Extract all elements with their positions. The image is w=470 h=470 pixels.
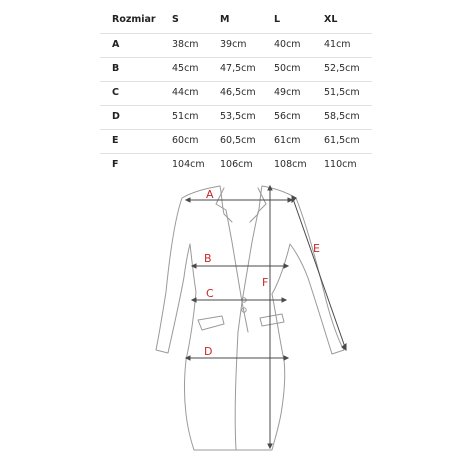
cell-m: 106cm [220, 159, 253, 170]
cell-xl: 110cm [324, 159, 357, 170]
row-label: F [112, 159, 119, 170]
cell-s: 51cm [172, 111, 199, 122]
cell-xl: 61,5cm [324, 135, 360, 146]
cell-l: 50cm [274, 63, 301, 74]
coat-outline [156, 186, 344, 450]
arrow-head [288, 198, 292, 202]
arrow-head [342, 344, 346, 350]
cell-xl: 58,5cm [324, 111, 360, 122]
row-label: E [112, 135, 119, 146]
cell-m: 46,5cm [220, 87, 256, 98]
cell-xl: 41cm [324, 39, 351, 50]
table-row [100, 106, 400, 128]
label-e: E [313, 242, 320, 255]
cell-m: 39cm [220, 39, 247, 50]
arrow-head [268, 444, 272, 448]
table-row [100, 154, 400, 176]
table-row [100, 34, 400, 56]
cell-s: 104cm [172, 159, 205, 170]
header-l: L [274, 14, 281, 25]
header-s: S [172, 14, 179, 25]
measure-line-e [292, 196, 346, 350]
cell-l: 49cm [274, 87, 301, 98]
row-label: A [112, 39, 120, 50]
label-a: A [206, 188, 214, 201]
label-f: F [262, 276, 269, 289]
cell-s: 60cm [172, 135, 199, 146]
header-xl: XL [324, 14, 338, 25]
arrow-head [192, 298, 196, 302]
cell-m: 47,5cm [220, 63, 256, 74]
cell-m: 53,5cm [220, 111, 256, 122]
row-label: B [112, 63, 120, 74]
garment-diagram [120, 182, 360, 452]
cell-l: 56cm [274, 111, 301, 122]
table-row [100, 130, 400, 152]
cell-s: 38cm [172, 39, 199, 50]
cell-xl: 51,5cm [324, 87, 360, 98]
size-table [0, 0, 470, 180]
arrow-head [284, 356, 288, 360]
table-row [100, 82, 400, 104]
cell-l: 40cm [274, 39, 301, 50]
header-size: Rozmiar [112, 14, 156, 25]
table-row [100, 58, 400, 80]
cell-l: 108cm [274, 159, 307, 170]
table-header-row [100, 9, 400, 31]
cell-xl: 52,5cm [324, 63, 360, 74]
cell-l: 61cm [274, 135, 301, 146]
coat-illustration [120, 182, 360, 452]
row-label: D [112, 111, 120, 122]
arrow-head [284, 264, 288, 268]
label-b: B [204, 252, 212, 265]
cell-s: 45cm [172, 63, 199, 74]
label-c: C [206, 287, 214, 300]
cell-m: 60,5cm [220, 135, 256, 146]
measure-labels [204, 188, 320, 358]
header-m: M [220, 14, 230, 25]
arrow-head [282, 298, 286, 302]
arrow-head [186, 198, 190, 202]
arrow-head [268, 186, 272, 190]
row-label: C [112, 87, 119, 98]
cell-s: 44cm [172, 87, 199, 98]
label-d: D [204, 345, 213, 358]
